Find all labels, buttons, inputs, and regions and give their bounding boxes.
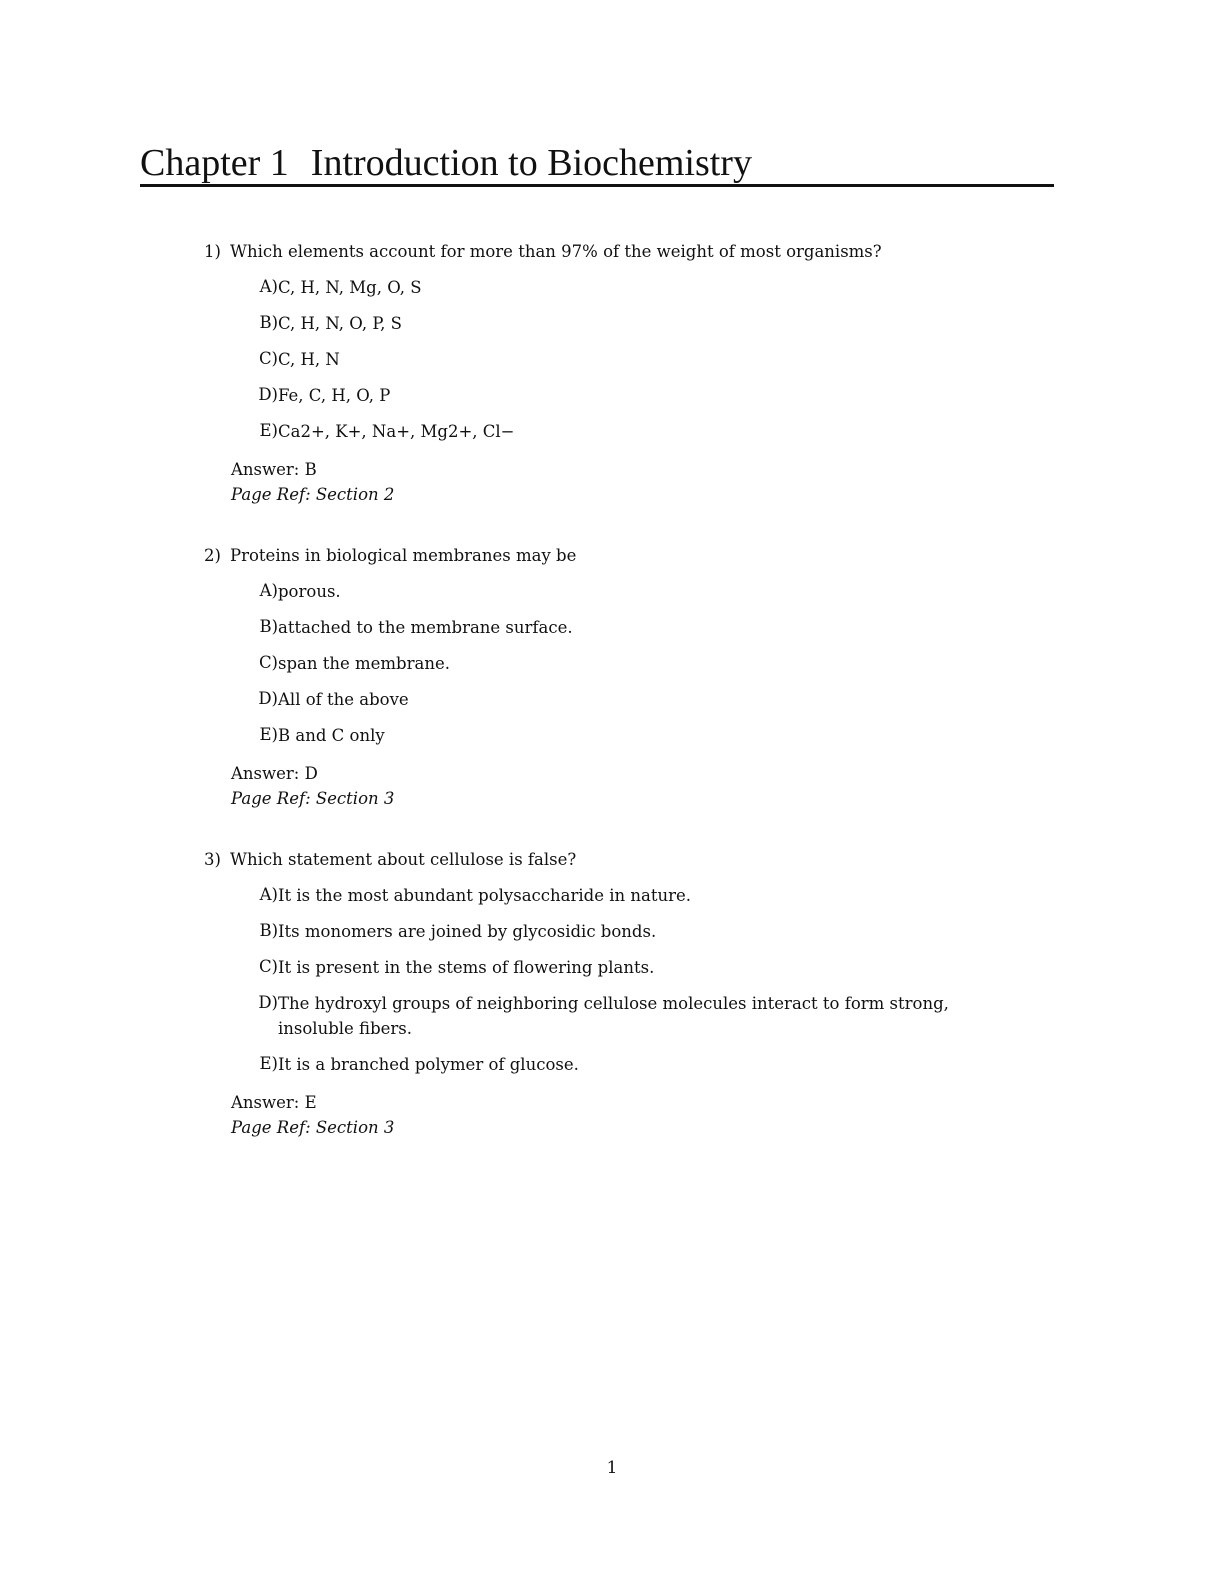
question-stem [204,544,1054,568]
question-1 [204,240,1054,507]
option-letter: E) [259,421,278,440]
option-text: It is present in the stems of flowering plants. [278,958,655,977]
answer-block [231,457,1054,507]
answer-block [231,761,1054,811]
option-e [250,723,1054,748]
option-d [250,687,1054,712]
option-letter: B) [259,921,278,940]
option-a [250,275,1054,300]
chapter-title [140,142,1054,187]
question-text: Proteins in biological membranes may be [230,546,577,565]
question-3 [204,848,1054,1140]
option-d [250,991,1054,1041]
option-letter: C) [258,653,278,672]
option-letter: D) [258,993,278,1012]
option-letter: D) [258,385,278,404]
question-number: 1) [204,242,221,261]
option-text: C, H, N, Mg, O, S [278,278,422,297]
option-letter: E) [259,1054,278,1073]
option-letter: D) [258,689,278,708]
option-d [250,383,1054,408]
option-text: It is the most abundant polysaccharide in nature. [278,886,691,905]
question-2 [204,544,1054,811]
options-list [250,275,1054,444]
option-text: Its monomers are joined by glycosidic bonds. [278,922,657,941]
option-letter: A) [259,277,278,296]
option-text: The hydroxyl groups of neighboring cellulose molecules interact to form strong, insoluble fibers. [278,994,949,1038]
option-text: Ca2+, K+, Na+, Mg2+, Cl− [278,422,515,441]
option-text: It is a branched polymer of glucose. [278,1055,579,1074]
option-b [250,919,1054,944]
answer: Answer: E [231,1093,317,1112]
question-number: 2) [204,546,221,565]
answer: Answer: B [231,460,317,479]
option-text: C, H, N [278,350,340,369]
option-e [250,1052,1054,1077]
chapter-number: Chapter 1 [140,142,289,184]
page-ref: Page Ref: Section 3 [231,789,395,808]
option-text: attached to the membrane surface. [278,618,573,637]
option-letter: B) [259,617,278,636]
option-letter: C) [258,957,278,976]
question-text: Which elements account for more than 97% of the weight of most organisms? [230,242,882,261]
page-ref: Page Ref: Section 2 [231,485,395,504]
answer-block [231,1090,1054,1140]
question-number: 3) [204,850,221,869]
option-a [250,579,1054,604]
options-list [250,579,1054,748]
option-letter: C) [258,349,278,368]
question-stem [204,848,1054,872]
option-letter: A) [259,581,278,600]
option-text: Fe, C, H, O, P [278,386,391,405]
option-letter: E) [259,725,278,744]
option-c [250,955,1054,980]
question-stem [204,240,1054,264]
option-text: span the membrane. [278,654,450,673]
option-letter: B) [259,313,278,332]
question-text: Which statement about cellulose is false? [230,850,577,869]
page-number: 1 [606,1458,618,1478]
page-ref: Page Ref: Section 3 [231,1118,395,1137]
option-b [250,615,1054,640]
option-b [250,311,1054,336]
option-text: B and C only [278,726,385,745]
option-text: All of the above [278,690,409,709]
option-a [250,883,1054,908]
option-e [250,419,1054,444]
option-c [250,347,1054,372]
option-text: C, H, N, O, P, S [278,314,402,333]
chapter-name: Introduction to Biochemistry [310,142,752,184]
option-letter: A) [259,885,278,904]
option-text: porous. [278,582,341,601]
options-list [250,883,1054,1077]
option-c [250,651,1054,676]
answer: Answer: D [231,764,318,783]
